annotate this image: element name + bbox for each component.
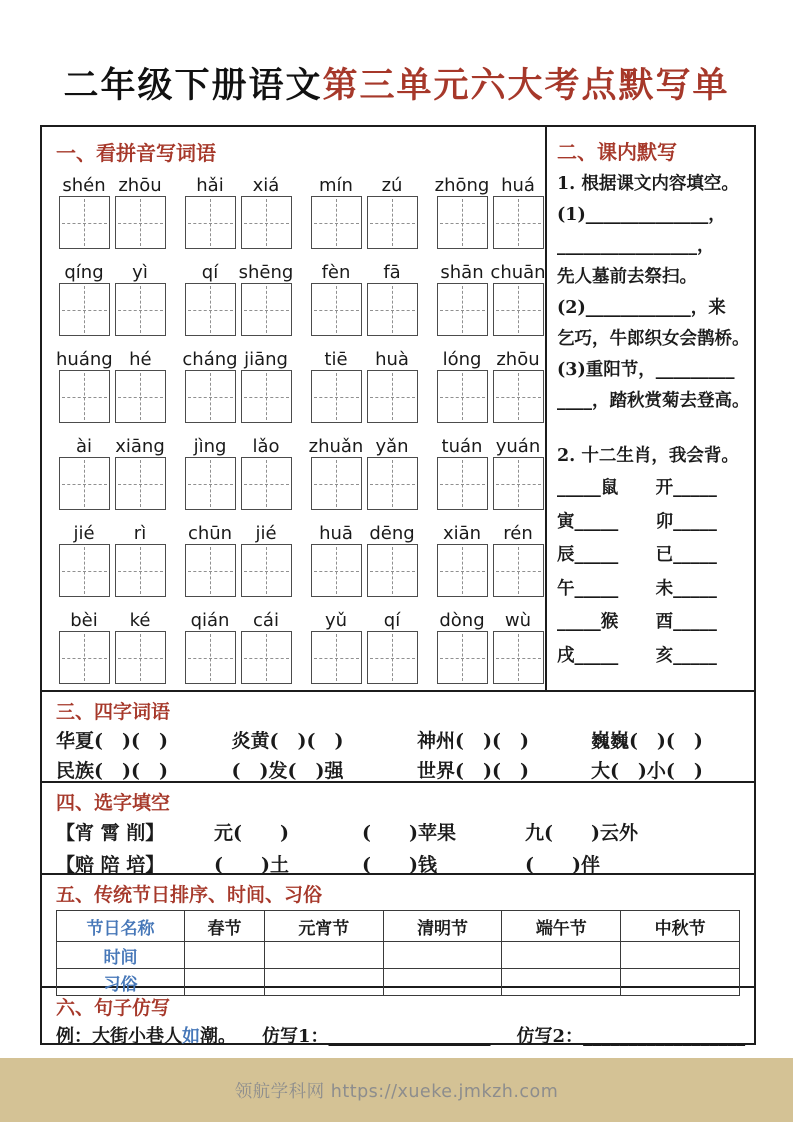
- writing-box-pair: [311, 457, 418, 510]
- pinyin-row: [56, 257, 546, 344]
- section1-title: 一、看拼音写词语: [56, 141, 216, 165]
- tianzige-box: [311, 544, 362, 597]
- pinyin-syllable: shān: [440, 262, 484, 283]
- zodiac-cell: 开_____: [655, 478, 717, 498]
- zodiac-cell: _____猴: [557, 612, 619, 632]
- tianzige-box: [241, 370, 292, 423]
- pinyin-row: [56, 170, 533, 257]
- tianzige-box: [311, 283, 362, 336]
- writing-box-pair: [185, 370, 292, 423]
- festival-empty-cell: [383, 942, 502, 969]
- pinyin-syllable: yuán: [495, 436, 541, 457]
- pinyin-label: [182, 518, 294, 544]
- sentence-imitation-line: [56, 1022, 746, 1052]
- copy1-label: 仿写1：: [262, 1026, 329, 1047]
- tianzige-box: [59, 283, 110, 336]
- pinyin-word-group: [56, 344, 168, 431]
- copy1-blank: __________________: [328, 1026, 491, 1047]
- tianzige-box: [59, 370, 110, 423]
- tianzige-box: [437, 283, 488, 336]
- pinyin-syllable: jìng: [193, 436, 227, 457]
- tianzige-box: [311, 631, 362, 684]
- pinyin-label: [308, 170, 420, 196]
- pinyin-row: [56, 518, 533, 605]
- zodiac-cell: 辰_____: [557, 545, 619, 565]
- tianzige-box: [311, 457, 362, 510]
- section-festival-table: [42, 875, 754, 995]
- pinyin-syllable: cháng: [182, 349, 238, 370]
- tianzige-box: [367, 283, 418, 336]
- pinyin-syllable: huà: [375, 349, 409, 370]
- pinyin-label: [434, 605, 546, 631]
- pinyin-label: [56, 257, 168, 283]
- tianzige-box: [241, 283, 292, 336]
- dictation-fill-line: 乞巧，牛郎织女会鹊桥。: [557, 329, 750, 349]
- character-bracket: 【宵 霄 削】: [56, 822, 165, 844]
- tianzige-box: [115, 370, 166, 423]
- choose-character-item: ( )土: [214, 854, 289, 876]
- pinyin-syllable: xiá: [252, 175, 280, 196]
- pinyin-label: [56, 605, 168, 631]
- pinyin-syllable: hǎi: [196, 175, 224, 196]
- writing-box-pair: [437, 544, 544, 597]
- example-prefix: 例：大街小巷人: [56, 1026, 182, 1047]
- page-title: [0, 58, 793, 108]
- zodiac-cell: _____鼠: [557, 478, 619, 498]
- choose-character-item: 九( )云外: [525, 822, 638, 844]
- pinyin-syllable: zhuǎn: [308, 436, 364, 457]
- pinyin-word-group: [308, 170, 420, 257]
- festival-name-cell: 元宵节: [264, 911, 383, 942]
- four-char-row-2: [56, 756, 740, 786]
- pinyin-syllable: zhōng: [434, 175, 490, 196]
- writing-box-pair: [59, 631, 166, 684]
- pinyin-word-group: [56, 518, 168, 605]
- tianzige-box: [493, 544, 544, 597]
- festival-empty-cell: [264, 942, 383, 969]
- tianzige-box: [115, 283, 166, 336]
- festival-row-label: 时间: [57, 942, 185, 969]
- pinyin-label: [434, 344, 546, 370]
- pinyin-syllable: qián: [190, 610, 230, 631]
- pinyin-syllable: cái: [253, 610, 279, 631]
- tianzige-box: [367, 544, 418, 597]
- pinyin-syllable: jié: [73, 523, 95, 544]
- writing-box-pair: [59, 544, 166, 597]
- pinyin-syllable: zú: [381, 175, 403, 196]
- pinyin-label: [308, 257, 420, 283]
- pinyin-word-group: [56, 431, 168, 518]
- zodiac-cell: 亥_____: [655, 645, 717, 666]
- character-bracket: 【赔 陪 培】: [56, 854, 165, 876]
- pinyin-syllable: ài: [75, 436, 93, 457]
- pinyin-label: [56, 518, 168, 544]
- writing-box-pair: [185, 544, 292, 597]
- festival-name-cell: 中秋节: [621, 911, 740, 942]
- dictation-fill-line: (2)____________，来: [557, 298, 726, 318]
- pinyin-syllable: shén: [62, 175, 106, 196]
- tianzige-box: [493, 457, 544, 510]
- zodiac-cell: 卯_____: [655, 511, 717, 532]
- q1-fill-lines: [557, 200, 750, 417]
- zodiac-cell: 未_____: [655, 578, 717, 599]
- top-two-column-area: [42, 127, 754, 692]
- page-title-red: 第三单元六大考点默写单: [322, 65, 730, 106]
- tianzige-box: [241, 457, 292, 510]
- section-four-char-words: [42, 692, 754, 783]
- tianzige-box: [367, 196, 418, 249]
- section-choose-character: [42, 783, 754, 875]
- festival-corner-label: 节日名称: [57, 911, 185, 942]
- pinyin-syllable: tuán: [441, 436, 483, 457]
- pinyin-label: [182, 170, 294, 196]
- pinyin-label: [56, 344, 168, 370]
- tianzige-box: [493, 196, 544, 249]
- pinyin-syllable: yǎn: [375, 436, 409, 457]
- q1-prompt: 1. 根据课文内容填空。: [557, 174, 739, 194]
- pinyin-word-group: [56, 170, 168, 257]
- tianzige-box: [367, 370, 418, 423]
- choose-character-item: ( )钱: [362, 854, 437, 876]
- writing-box-pair: [185, 457, 292, 510]
- dictation-fill-line: 先人墓前去祭扫。: [557, 267, 697, 287]
- tianzige-box: [437, 544, 488, 597]
- tianzige-box: [115, 544, 166, 597]
- pinyin-syllable: fā: [383, 262, 401, 283]
- four-char-item: 炎黄( )( ): [231, 730, 344, 752]
- tianzige-box: [367, 457, 418, 510]
- pinyin-word-group: [182, 344, 294, 431]
- pinyin-syllable: huā: [319, 523, 353, 544]
- four-char-item: 华夏( )( ): [56, 730, 168, 752]
- pinyin-label: [434, 257, 546, 283]
- pinyin-syllable: dòng: [439, 610, 485, 631]
- pinyin-word-group: [434, 431, 546, 518]
- writing-box-pair: [437, 370, 544, 423]
- festival-row-label: 习俗: [57, 969, 185, 996]
- tianzige-box: [311, 196, 362, 249]
- writing-box-pair: [437, 283, 544, 336]
- pinyin-label: [434, 518, 546, 544]
- pinyin-rows-container: [56, 170, 546, 692]
- writing-box-pair: [311, 370, 418, 423]
- pinyin-syllable: chūn: [187, 523, 233, 544]
- pinyin-syllable: dēng: [369, 523, 415, 544]
- zodiac-block: [557, 441, 750, 673]
- writing-box-pair: [59, 283, 166, 336]
- pinyin-syllable: rén: [503, 523, 533, 544]
- tianzige-box: [241, 196, 292, 249]
- pinyin-syllable: qí: [383, 610, 401, 631]
- tianzige-box: [437, 457, 488, 510]
- pinyin-word-group: [308, 605, 420, 692]
- four-char-item: 巍巍( )( ): [590, 730, 703, 752]
- four-char-item: 世界( )( ): [417, 760, 529, 782]
- writing-box-pair: [311, 544, 418, 597]
- festival-name-cell: 端午节: [502, 911, 621, 942]
- section-pinyin-words: [42, 127, 545, 690]
- writing-box-pair: [311, 283, 418, 336]
- pinyin-word-group: [182, 257, 294, 344]
- tianzige-box: [437, 370, 488, 423]
- pinyin-syllable: tiē: [324, 349, 348, 370]
- tianzige-box: [59, 196, 110, 249]
- zodiac-cell: 已_____: [655, 545, 717, 565]
- four-char-item: 大( )小( ): [590, 760, 703, 782]
- choose-character-row: [56, 817, 740, 849]
- pinyin-word-group: [182, 431, 294, 518]
- pinyin-word-group: [434, 170, 546, 257]
- choose-character-rows: [56, 817, 740, 881]
- festival-header-row: [57, 911, 740, 942]
- zodiac-cell: 午_____: [557, 578, 619, 599]
- section4-title: 四、选字填空: [56, 792, 171, 814]
- tianzige-box: [367, 631, 418, 684]
- tianzige-box: [437, 631, 488, 684]
- section-class-dictation: [545, 127, 758, 690]
- festival-empty-cell: [502, 942, 621, 969]
- pinyin-syllable: rì: [133, 523, 147, 544]
- writing-box-pair: [437, 457, 544, 510]
- pinyin-label: [434, 170, 546, 196]
- writing-box-pair: [185, 196, 292, 249]
- pinyin-word-group: [182, 605, 294, 692]
- section6-title: 六、句子仿写: [56, 997, 171, 1019]
- choose-character-item: 元( ): [214, 822, 289, 844]
- writing-box-pair: [185, 631, 292, 684]
- pinyin-syllable: jiāng: [244, 349, 288, 370]
- tianzige-box: [311, 370, 362, 423]
- festival-name-cell: 清明节: [383, 911, 502, 942]
- writing-box-pair: [59, 196, 166, 249]
- pinyin-syllable: yǔ: [324, 610, 348, 631]
- festival-name-cell: 春节: [185, 911, 265, 942]
- section2-title: 二、课内默写: [557, 140, 677, 164]
- pinyin-syllable: chuān: [490, 262, 546, 283]
- tianzige-box: [115, 631, 166, 684]
- festival-empty-cell: [185, 942, 265, 969]
- tianzige-box: [115, 457, 166, 510]
- tianzige-box: [185, 370, 236, 423]
- four-char-item: 民族( )( ): [56, 760, 168, 782]
- tianzige-box: [59, 457, 110, 510]
- pinyin-row: [56, 431, 541, 518]
- pinyin-label: [308, 605, 420, 631]
- tianzige-box: [185, 631, 236, 684]
- pinyin-label: [56, 431, 168, 457]
- pinyin-word-group: [434, 344, 546, 431]
- section5-title: 五、传统节日排序、时间、习俗: [56, 884, 323, 906]
- festival-data-row: [57, 942, 740, 969]
- pinyin-word-group: [434, 518, 546, 605]
- pinyin-syllable: qíng: [64, 262, 104, 283]
- tianzige-box: [185, 544, 236, 597]
- page-title-black: 二年级下册语文: [63, 65, 323, 106]
- pinyin-syllable: xiān: [442, 523, 482, 544]
- zodiac-cell: 酉_____: [655, 612, 717, 632]
- section-sentence-imitation: [42, 988, 754, 1046]
- pinyin-word-group: [182, 518, 294, 605]
- tianzige-box: [185, 457, 236, 510]
- tianzige-box: [241, 544, 292, 597]
- writing-box-pair: [437, 196, 544, 249]
- four-char-row-1: [56, 726, 740, 756]
- pinyin-word-group: [308, 431, 420, 518]
- pinyin-syllable: qí: [201, 262, 219, 283]
- pinyin-word-group: [56, 605, 168, 692]
- pinyin-syllable: bèi: [70, 610, 98, 631]
- zodiac-cell: 寅_____: [557, 511, 619, 532]
- pinyin-label: [182, 344, 294, 370]
- writing-box-pair: [59, 370, 166, 423]
- four-char-item: ( )发( )强: [231, 760, 344, 782]
- dictation-fill-line: ________________，: [557, 236, 715, 256]
- dictation-fill-line: ____，踏秋赏菊去登高。: [557, 391, 750, 411]
- tianzige-box: [437, 196, 488, 249]
- pinyin-label: [56, 170, 168, 196]
- worksheet-main-box: [40, 125, 756, 1045]
- zodiac-grid: [557, 472, 750, 673]
- writing-box-pair: [437, 631, 544, 684]
- pinyin-word-group: [308, 344, 420, 431]
- pinyin-syllable: mín: [319, 175, 353, 196]
- tianzige-box: [241, 631, 292, 684]
- pinyin-word-group: [182, 170, 294, 257]
- tianzige-box: [185, 196, 236, 249]
- dictation-fill-line: (3)重阳节，_________: [557, 360, 735, 380]
- pinyin-syllable: lóng: [442, 349, 482, 370]
- pinyin-label: [182, 605, 294, 631]
- tianzige-box: [115, 196, 166, 249]
- pinyin-word-group: [308, 257, 420, 344]
- pinyin-syllable: jié: [255, 523, 277, 544]
- pinyin-syllable: yì: [132, 262, 148, 283]
- tianzige-box: [59, 631, 110, 684]
- choose-character-item: ( )苹果: [362, 822, 456, 844]
- pinyin-row: [56, 344, 540, 431]
- writing-box-pair: [311, 196, 418, 249]
- footer-watermark-band: [0, 1058, 793, 1122]
- pinyin-label: [308, 518, 420, 544]
- choose-character-row: [56, 849, 740, 881]
- pinyin-syllable: zhōu: [496, 349, 540, 370]
- footer-watermark-text: 领航学科网 https://xueke.jmkzh.com: [234, 1081, 559, 1102]
- example-highlight: 如: [182, 1026, 200, 1047]
- pinyin-label: [308, 344, 420, 370]
- pinyin-word-group: [56, 257, 168, 344]
- tianzige-box: [493, 283, 544, 336]
- pinyin-syllable: zhōu: [118, 175, 162, 196]
- choose-character-item: ( )伴: [525, 854, 600, 876]
- festival-empty-cell: [621, 942, 740, 969]
- writing-box-pair: [59, 457, 166, 510]
- pinyin-label: [308, 431, 420, 457]
- pinyin-syllable: fèn: [321, 262, 351, 283]
- writing-box-pair: [185, 283, 292, 336]
- pinyin-syllable: huáng: [56, 349, 113, 370]
- copy2-blank: __________________: [583, 1026, 746, 1047]
- pinyin-syllable: xiāng: [115, 436, 165, 457]
- four-char-item: 神州( )( ): [417, 730, 529, 752]
- tianzige-box: [493, 370, 544, 423]
- section3-title: 三、四字词语: [56, 701, 171, 723]
- example-suffix: 潮。: [200, 1026, 236, 1047]
- dictation-fill-line: (1)______________，: [557, 205, 726, 225]
- pinyin-syllable: wù: [504, 610, 532, 631]
- pinyin-label: [182, 431, 294, 457]
- tianzige-box: [493, 631, 544, 684]
- tianzige-box: [185, 283, 236, 336]
- pinyin-word-group: [308, 518, 420, 605]
- pinyin-syllable: huá: [501, 175, 535, 196]
- q2-prompt: 2. 十二生肖，我会背。: [557, 446, 739, 466]
- zodiac-cell: 戌_____: [557, 645, 619, 666]
- pinyin-syllable: lǎo: [252, 436, 280, 457]
- copy2-label: 仿写2：: [516, 1026, 584, 1047]
- writing-box-pair: [311, 631, 418, 684]
- festival-table: [56, 910, 740, 996]
- pinyin-word-group: [434, 257, 546, 344]
- pinyin-label: [434, 431, 546, 457]
- pinyin-row: [56, 605, 533, 692]
- tianzige-box: [59, 544, 110, 597]
- pinyin-word-group: [434, 605, 546, 692]
- pinyin-syllable: ké: [129, 610, 151, 631]
- pinyin-syllable: shēng: [238, 262, 294, 283]
- pinyin-syllable: hé: [129, 349, 152, 370]
- pinyin-label: [182, 257, 294, 283]
